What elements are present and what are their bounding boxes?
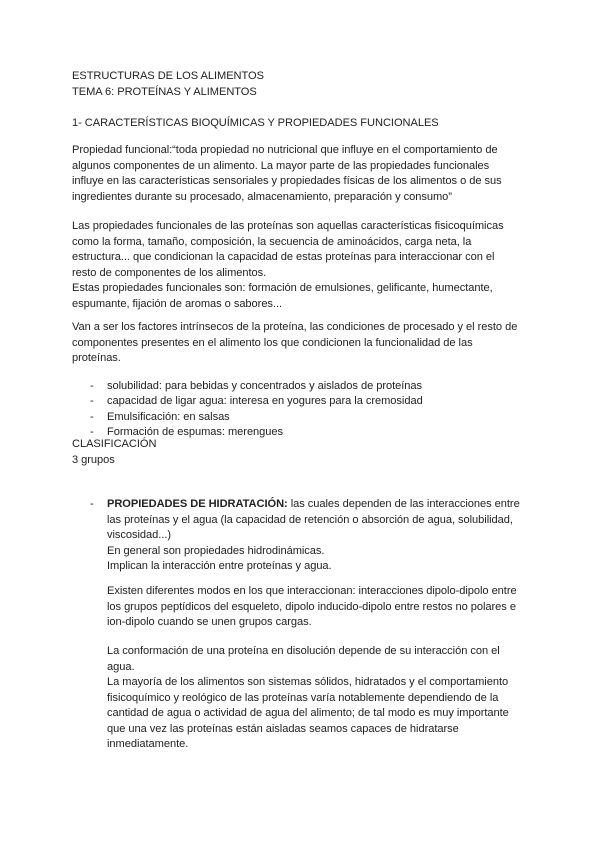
list-item: Formación de espumas: merengues <box>107 426 284 438</box>
text-line: La conformación de una proteína en disolución depende de su interacción con el <box>107 645 500 657</box>
text-line: los grupos peptídicos del esqueleto, dipolo inducido-dipolo entre restos no polares e <box>107 600 516 613</box>
text-line: viscosidad...) <box>107 529 172 541</box>
document-title: ESTRUCTURAS DE LOS ALIMENTOS <box>72 70 264 82</box>
paragraph-protein-conformation <box>107 644 547 753</box>
text-line: estructura... que condicionan la capacidad de estas proteínas para interaccionar con el <box>72 251 495 263</box>
text-line: Estas propiedades funcionales son: formación de emulsiones, gelificante, humectante, <box>72 282 493 294</box>
paragraph-interaction-modes <box>107 584 547 631</box>
bullet-marker: - <box>90 395 94 407</box>
bullet-marker: - <box>90 380 94 392</box>
hydration-label: PROPIEDADES DE HIDRATACIÓN: <box>107 498 288 510</box>
paragraph-protein-properties <box>72 219 542 312</box>
classification-heading <box>72 437 542 468</box>
hydration-label-rest: las cuales dependen de las interacciones entre <box>287 498 520 510</box>
text-line: espumante, fijación de aromas o sabores... <box>72 297 283 310</box>
paragraph-functional-property <box>72 143 542 205</box>
text-line: como la forma, tamaño, composición, la secuencia de aminoácidos, carga neta, la <box>72 235 472 248</box>
text-line: agua. <box>107 660 135 673</box>
bullet-marker: - <box>90 411 94 423</box>
classification-subtitle: 3 grupos <box>72 453 115 466</box>
text-line: Las propiedades funcionales de las proteínas son aquellas características fisicoquímicas <box>72 220 504 232</box>
document-header <box>72 69 542 100</box>
text-line: ingredientes durante su procesado, almacenamiento, preparación y consumo” <box>72 190 452 203</box>
text-line: proteínas. <box>72 352 121 364</box>
classification-title: CLASIFICACIÓN <box>72 438 157 450</box>
text-line: La mayoría de los alimentos son sistemas sólidos, hidratados y el comportamiento <box>107 676 509 688</box>
section-heading: 1- CARACTERÍSTICAS BIOQUÍMICAS Y PROPIEDADES FUNCIONALES <box>72 117 439 129</box>
text-line: las proteínas y el agua (la capacidad de retención o absorción de agua, solubilidad, <box>107 513 513 526</box>
text-line <box>107 497 547 513</box>
text-line: cantidad de agua o actividad de agua del alimento; de tal modo es muy importante <box>107 707 509 719</box>
text-line: Implican la interacción entre proteínas y agua. <box>107 560 332 572</box>
text-line: componentes presentes en el alimento los que condicionen la funcionalidad de las <box>72 336 473 349</box>
classification-item-hydration <box>107 497 547 575</box>
text-line: que una vez las proteínas están aisladas seamos capaces de hidratarse <box>107 722 459 735</box>
text-line: resto de componentes de los alimentos. <box>72 266 267 279</box>
text-line: En general son propiedades hidrodinámicas. <box>107 544 325 557</box>
text-line: Propiedad funcional:“toda propiedad no nutricional que influye en el comportamiento de <box>72 144 498 156</box>
text-line: algunos componentes de un alimento. La mayor parte de las propiedades funcionales <box>72 159 490 172</box>
list-item: Emulsificación: en salsas <box>107 411 230 423</box>
text-line: fisicoquímico y reológico de las proteínas varía notablemente dependiendo de la <box>107 691 499 704</box>
list-item: capacidad de ligar agua: interesa en yogures para la cremosidad <box>107 395 423 407</box>
text-line: Existen diferentes modos en los que interaccionan: interacciones dipolo-dipolo entre <box>107 585 517 597</box>
paragraph-intrinsic-factors <box>72 320 542 367</box>
text-line: ion-dipolo cuando se unen grupos cargas. <box>107 616 312 628</box>
bullet-marker: - <box>90 426 94 438</box>
bullet-marker: - <box>90 498 94 510</box>
text-line: Van a ser los factores intrínsecos de la proteína, las condiciones de procesado y el resto de <box>72 321 518 333</box>
list-item: solubilidad: para bebidas y concentrados y aislados de proteínas <box>107 380 423 392</box>
text-line: influye en las características sensoriales y propiedades físicas de los alimentos o de sus <box>72 175 502 187</box>
document-subtitle: TEMA 6: PROTEÍNAS Y ALIMENTOS <box>72 85 257 98</box>
text-line: inmediatamente. <box>107 738 189 750</box>
